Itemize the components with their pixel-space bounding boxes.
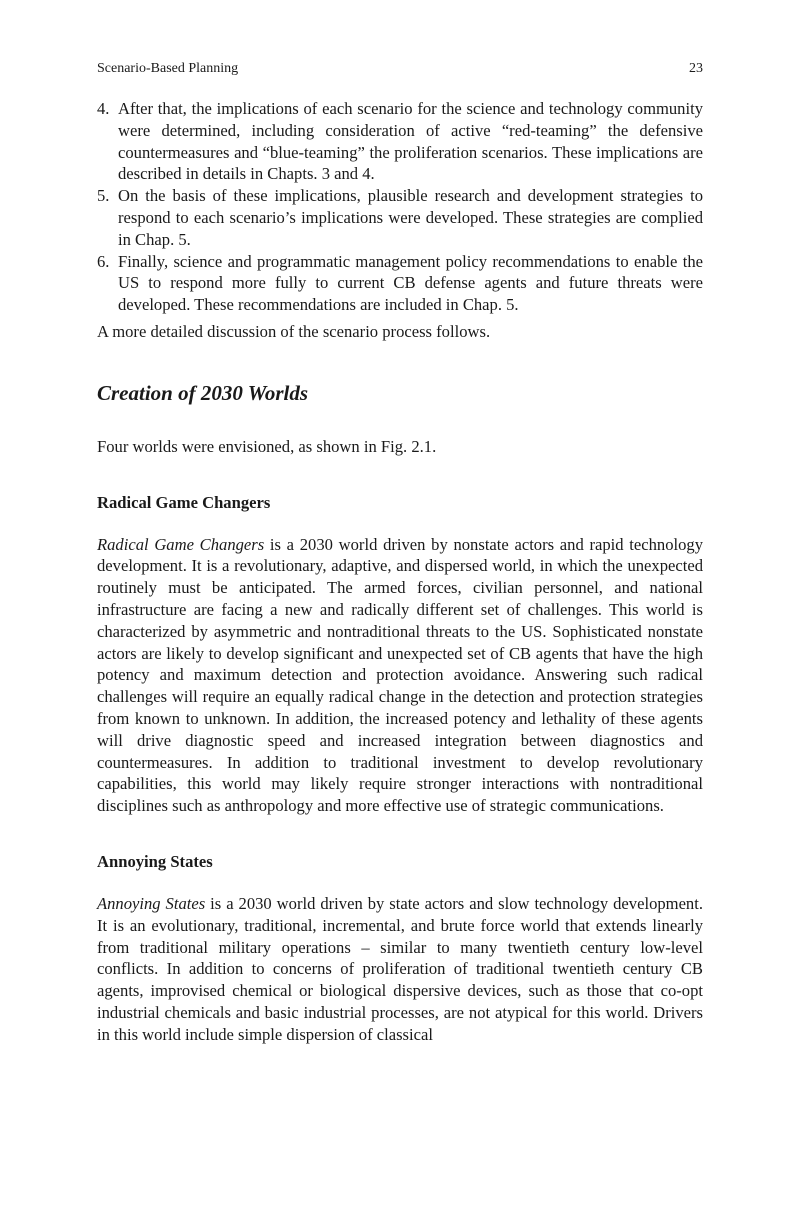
subsection-heading-radical-game-changers: Radical Game Changers (97, 492, 271, 512)
list-item-number: 5. (97, 186, 110, 206)
paragraph-body: is a 2030 world driven by state actors and slow technology development. It is an evolutionary, traditional, incremental, and brute force world that extends linearly from traditional military operations – similar to many twentieth century low-level conflicts. In addition to concerns of proliferation of traditional twentieth century CB agents, improvised chemical or biological dispersive devices, such as those that co-opt industrial chemicals and basic industrial processes, are not atypical for this world. Drivers in this world include simple dispersion of classical (97, 893, 703, 1044)
list-item-number: 4. (97, 99, 110, 118)
page-number: 23 (689, 61, 703, 76)
transition-paragraph: A more detailed discussion of the scenario process follows. (97, 321, 491, 341)
subsection-heading-annoying-states: Annoying States (97, 851, 213, 871)
section-heading: Creation of 2030 Worlds (97, 380, 309, 405)
paragraph-lead-term: Radical Game Changers (97, 534, 265, 554)
list-item-number: 6. (97, 251, 110, 271)
list-item-text: On the basis of these implications, plausible research and development strategies to respond to each scenario’s implications were developed. These strategies are complied in Chap. 5. (118, 186, 703, 249)
paragraph-radical-game-changers (97, 534, 703, 817)
process-steps-list (97, 98, 703, 316)
running-head (97, 60, 703, 78)
paragraph-lead-term: Annoying States (97, 893, 206, 913)
page (97, 60, 703, 1046)
list-item (97, 185, 703, 250)
list-item-text: After that, the implications of each scenario for the science and technology community were determined, including consideration of active “red-teaming” the defensive countermeasures and “blue-teaming” the proliferation scenarios. These implications are described in details in Chapts. 3 and 4. (118, 99, 703, 184)
list-item (97, 251, 703, 316)
list-item (97, 98, 703, 185)
paragraph-annoying-states (97, 893, 703, 1046)
list-item-text: Finally, science and programmatic management policy recommendations to enable the US to respond more fully to current CB defense agents and future threats were developed. These recommendations are included in Chap. 5. (118, 251, 703, 315)
section-intro-paragraph: Four worlds were envisioned, as shown in Fig. 2.1. (97, 436, 437, 456)
running-title: Scenario-Based Planning (97, 61, 239, 76)
paragraph-body: is a 2030 world driven by nonstate actors and rapid technology development. It is a revolutionary, adaptive, and dispersed world, in which the unexpected routinely must be anticipated. The armed forces, civilian personnel, and national infrastructure are facing a new and radically different set of challenges. This world is characterized by asymmetric and nontraditional threats to the US. Sophisticated nonstate actors are likely to develop significant and unexpected set of CB agents that have the high potency and maximum detection and protection avoidance. Answering such radical challenges will require an equally radical change in the detection and protection strategies from known to unknown. In addition, the increased potency and lethality of these agents will drive diagnostic speed and increased integration between diagnostics and countermeasures. In addition to traditional investment to develop revolutionary capabilities, this world may likely require stronger interactions with nontraditional disciplines such as anthropology and more effective use of strategic communications. (97, 534, 703, 816)
